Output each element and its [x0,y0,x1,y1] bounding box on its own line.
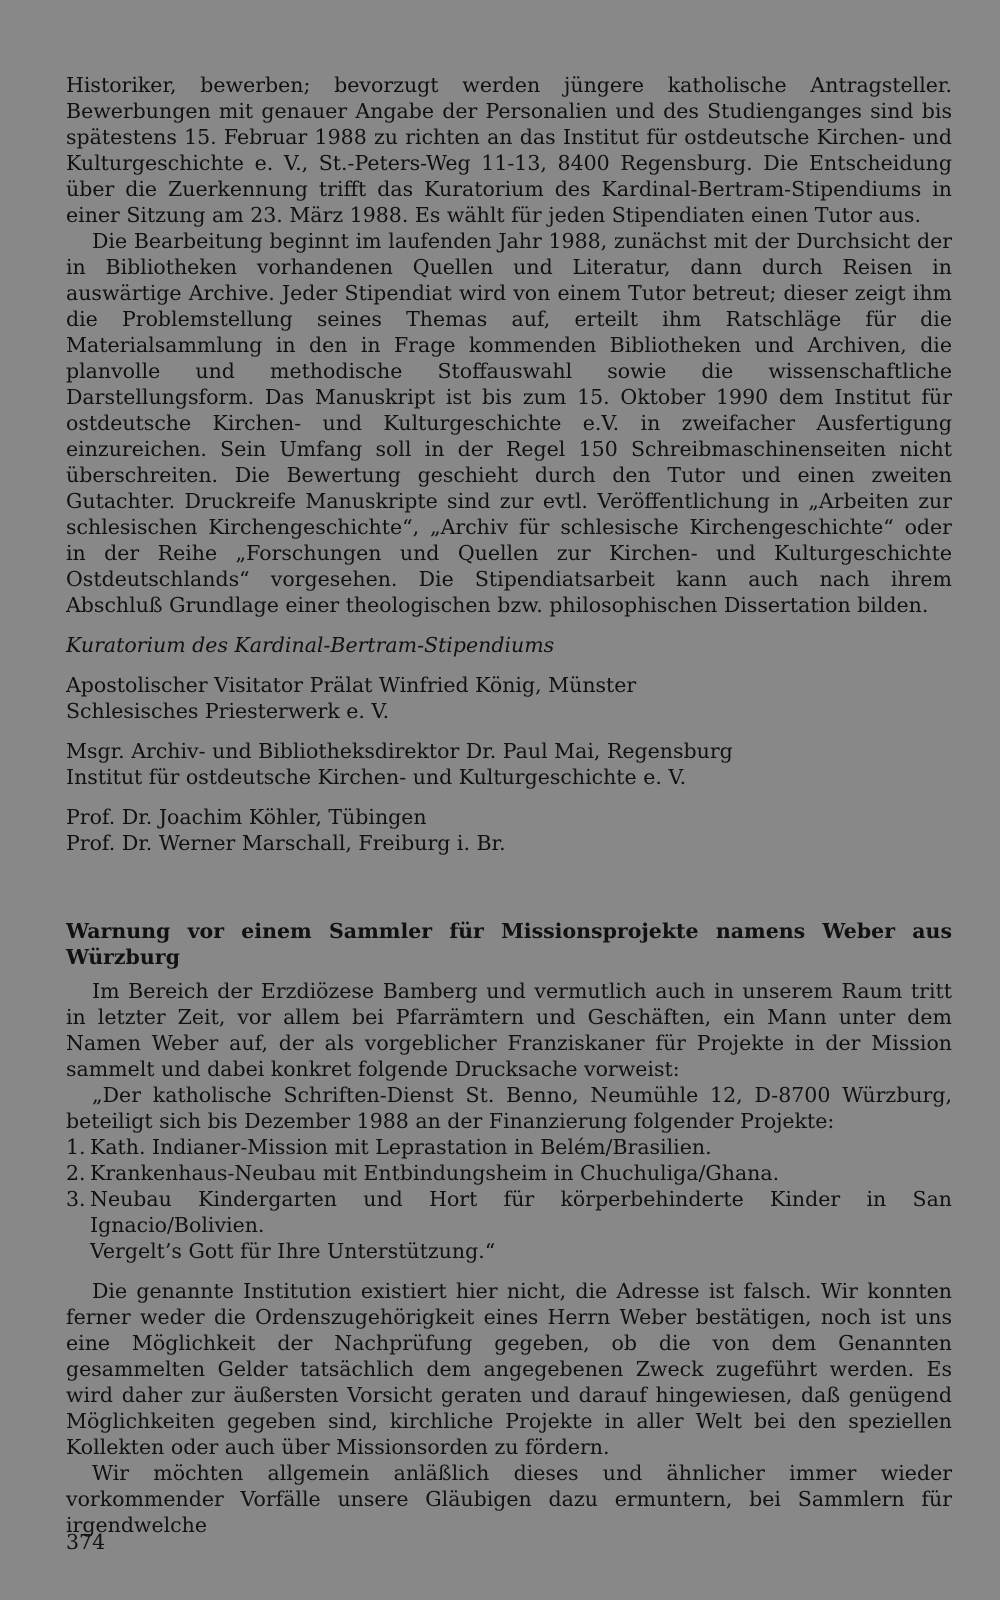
member-line: Schlesisches Priesterwerk e. V. [66,699,390,723]
paragraph-spacer [66,1264,952,1278]
paragraph-allgemein: Wir möchten allgemein anläßlich dieses und ähnlicher immer wieder vorkommender Vorfälle unsere Gläubigen dazu ermuntern, bei Sammlern für irgendwelche [66,1461,952,1537]
list-item [66,1186,952,1238]
list-number: 3. [66,1187,86,1211]
quote-intro: „Der katholische Schriften-Dienst St. Benno, Neumühle 12, D-8700 Würzburg, beteiligt sich bis Dezember 1988 an der Finanzierung folgender Projekte: [66,1083,952,1133]
list-item [66,1160,952,1186]
paragraph-bearbeitung: Die Bearbeitung beginnt im laufenden Jahr 1988, zunächst mit der Durchsicht der in Bibliotheken vorhandenen Quellen und Literatur, dann durch Reisen in auswärtige Archive. Jeder Stipendiat wird von einem Tutor betreut; dieser zeigt ihm die Problemstellung seines Themas auf, erteilt ihm Ratschläge für die Materialsammlung in den in Frage kommenden Bibliotheken und Archiven, die planvolle und methodische Stoffauswahl sowie die wissenschaftliche Darstellungsform. Das Manuskript ist bis zum 15. Oktober 1990 dem Institut für ostdeutsche Kirchen- und Kulturgeschichte e.V. in zweifacher Ausfertigung einzureichen. Sein Umfang soll in der Regel 150 Schreibmaschinenseiten nicht überschreiten. Die Bewertung geschieht durch den Tutor und einen zweiten Gutachter. Druckreife Manuskripte sind zur evtl. Veröffentlichung in „Arbeiten zur schlesischen Kirchengeschichte“, „Archiv für schlesische Kirchengeschichte“ oder in der Reihe „Forschungen und Quellen zur Kirchen- und Kulturgeschichte Ostdeutschlands“ vorgesehen. Die Stipendiatsarbeit kann auch nach ihrem Abschluß Grundlage einer theologischen bzw. philosophischen Dissertation bilden. [66,229,952,617]
member-line: Apostolischer Visitator Prälat Winfried König, Münster [66,673,637,697]
kuratorium-member-2 [66,738,952,790]
paragraph-bereich: Im Bereich der Erzdiözese Bamberg und vermutlich auch in unserem Raum tritt in letzter Zeit, vor allem bei Pfarrämtern und Geschäften, ein Mann unter dem Namen Weber auf, der als vorgeblicher Franziskaner für Projekte in der Mission sammelt und dabei konkret folgende Drucksache vorweist: [66,979,952,1081]
warning-heading: Warnung vor einem Sammler für Missionsprojekte namens Weber aus Würzburg [66,919,952,969]
kuratorium-heading: Kuratorium des Kardinal-Bertram-Stipendiums [66,633,555,657]
member-line: Prof. Dr. Joachim Köhler, Tübingen [66,805,427,829]
heading-spacer [66,970,952,978]
list-item [66,1134,952,1160]
project-list [66,1134,952,1238]
member-line: Msgr. Archiv- und Bibliotheksdirektor Dr. Paul Mai, Regensburg [66,739,733,763]
member-line: Institut für ostdeutsche Kirchen- und Kulturgeschichte e. V. [66,765,687,789]
list-text: Krankenhaus-Neubau mit Entbindungsheim in Chuchuliga/Ghana. [90,1161,780,1185]
list-text: Kath. Indianer-Mission mit Leprastation in Belém/Brasilien. [90,1135,712,1159]
closing-quote: Vergelt’s Gott für Ihre Unterstützung.“ [90,1239,496,1263]
list-number: 1. [66,1135,86,1159]
list-number: 2. [66,1161,86,1185]
paragraph-historiker: Historiker, bewerben; bevorzugt werden jüngere katholische Antragsteller. Bewerbungen mit genauer Angabe der Personalien und des Studienganges sind bis spätestens 15. Februar 1988 zu richten an das Institut für ostdeutsche Kirchen- und Kulturgeschichte e. V., St.-Peters-Weg 11-13, 8400 Regensburg. Die Entscheidung über die Zuerkennung trifft das Kuratorium des Kardinal-Bertram-Stipendiums in einer Sitzung am 23. März 1988. Es wählt für jeden Stipendiaten einen Tutor aus. [66,73,952,227]
member-line: Prof. Dr. Werner Marschall, Freiburg i. Br. [66,831,506,855]
kuratorium-member-1 [66,672,952,724]
list-text: Neubau Kindergarten und Hort für körperbehinderte Kinder in San Ignacio/Bolivien. [90,1187,952,1237]
page-number: 374 [66,1530,106,1554]
section-spacer [66,856,952,918]
text-column [66,72,952,1538]
paragraph-institution: Die genannte Institution existiert hier nicht, die Adresse ist falsch. Wir konnten ferner weder die Ordenszugehörigkeit eines Herrn Weber bestätigen, noch ist uns eine Möglichkeit der Nachprüfung gegeben, ob die von dem Genannten gesammelten Gelder tatsächlich dem angegebenen Zweck zugeführt werden. Es wird daher zur äußersten Vorsicht geraten und darauf hingewiesen, daß genügend Möglichkeiten gegeben sind, kirchliche Projekte in aller Welt bei den speziellen Kollekten oder auch über Missionsorden zu fördern. [66,1279,952,1459]
kuratorium-member-3 [66,804,952,856]
